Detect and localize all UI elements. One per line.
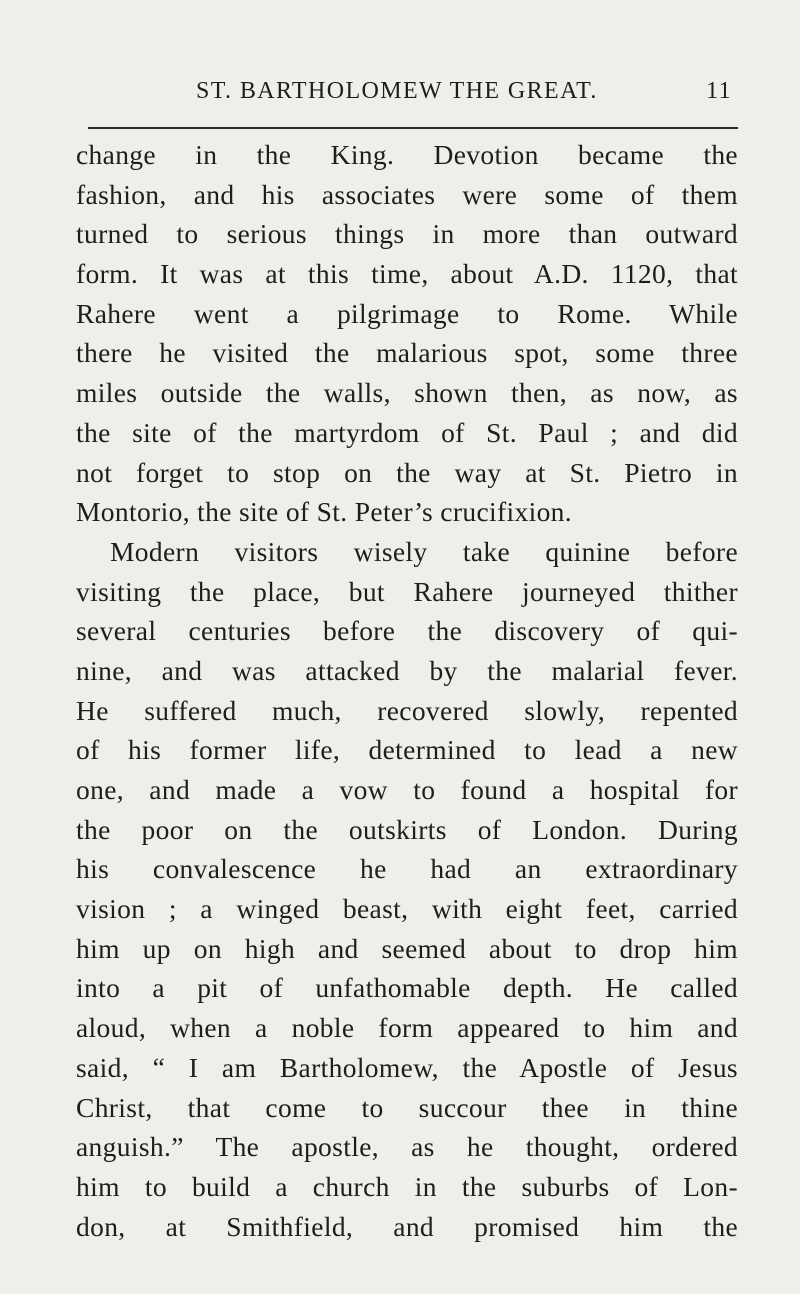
page-number: 11: [706, 78, 732, 104]
body-text: [76, 135, 738, 1246]
text-line: anguish.” The apostle, as he thought, ordered: [76, 1131, 738, 1163]
text-line: change in the King. Devotion became the: [76, 139, 738, 170]
text-line: Rahere went a pilgrimage to Rome. While: [76, 297, 738, 329]
text-line: him to build a church in the suburbs of Lon-: [76, 1170, 738, 1202]
text-line: his convalescence he had an extraordinary: [76, 853, 738, 885]
text-line: miles outside the walls, shown then, as now, as: [76, 377, 738, 409]
text-line: Modern visitors wisely take quinine before: [110, 535, 738, 567]
text-line: Montorio, the site of St. Peter’s crucifixion.: [76, 496, 573, 528]
text-line: him up on high and seemed about to drop him: [76, 932, 738, 964]
text-line: He suffered much, recovered slowly, repented: [76, 694, 738, 726]
text-line: of his former life, determined to lead a new: [76, 734, 738, 766]
text-line: aloud, when a noble form appeared to him and: [76, 1012, 738, 1044]
text-line: said, “ I am Bartholomew, the Apostle of Jesus: [76, 1051, 738, 1083]
text-line: visiting the place, but Rahere journeyed thither: [76, 575, 738, 607]
text-line: there he visited the malarious spot, some three: [76, 337, 738, 369]
text-line: Christ, that come to succour thee in thine: [76, 1091, 738, 1123]
running-header: [196, 78, 736, 114]
text-line: nine, and was attacked by the malarial fever.: [76, 654, 738, 686]
text-line: several centuries before the discovery of qui-: [76, 615, 738, 647]
text-line: vision ; a winged beast, with eight feet, carried: [76, 893, 738, 925]
text-line: the site of the martyrdom of St. Paul ; and did: [76, 416, 738, 448]
text-line: turned to serious things in more than outward: [76, 218, 738, 250]
text-line: not forget to stop on the way at St. Pietro in: [76, 456, 738, 488]
text-line: don, at Smithfield, and promised him the: [76, 1210, 738, 1242]
header-rule: [88, 127, 738, 129]
running-title: ST. BARTHOLOMEW THE GREAT.: [196, 78, 598, 104]
text-line: the poor on the outskirts of London. During: [76, 813, 738, 845]
text-line: form. It was at this time, about A.D. 1120, that: [76, 258, 738, 290]
text-line: one, and made a vow to found a hospital for: [76, 774, 738, 805]
text-line: fashion, and his associates were some of them: [76, 178, 738, 210]
text-line: into a pit of unfathomable depth. He called: [76, 972, 738, 1004]
